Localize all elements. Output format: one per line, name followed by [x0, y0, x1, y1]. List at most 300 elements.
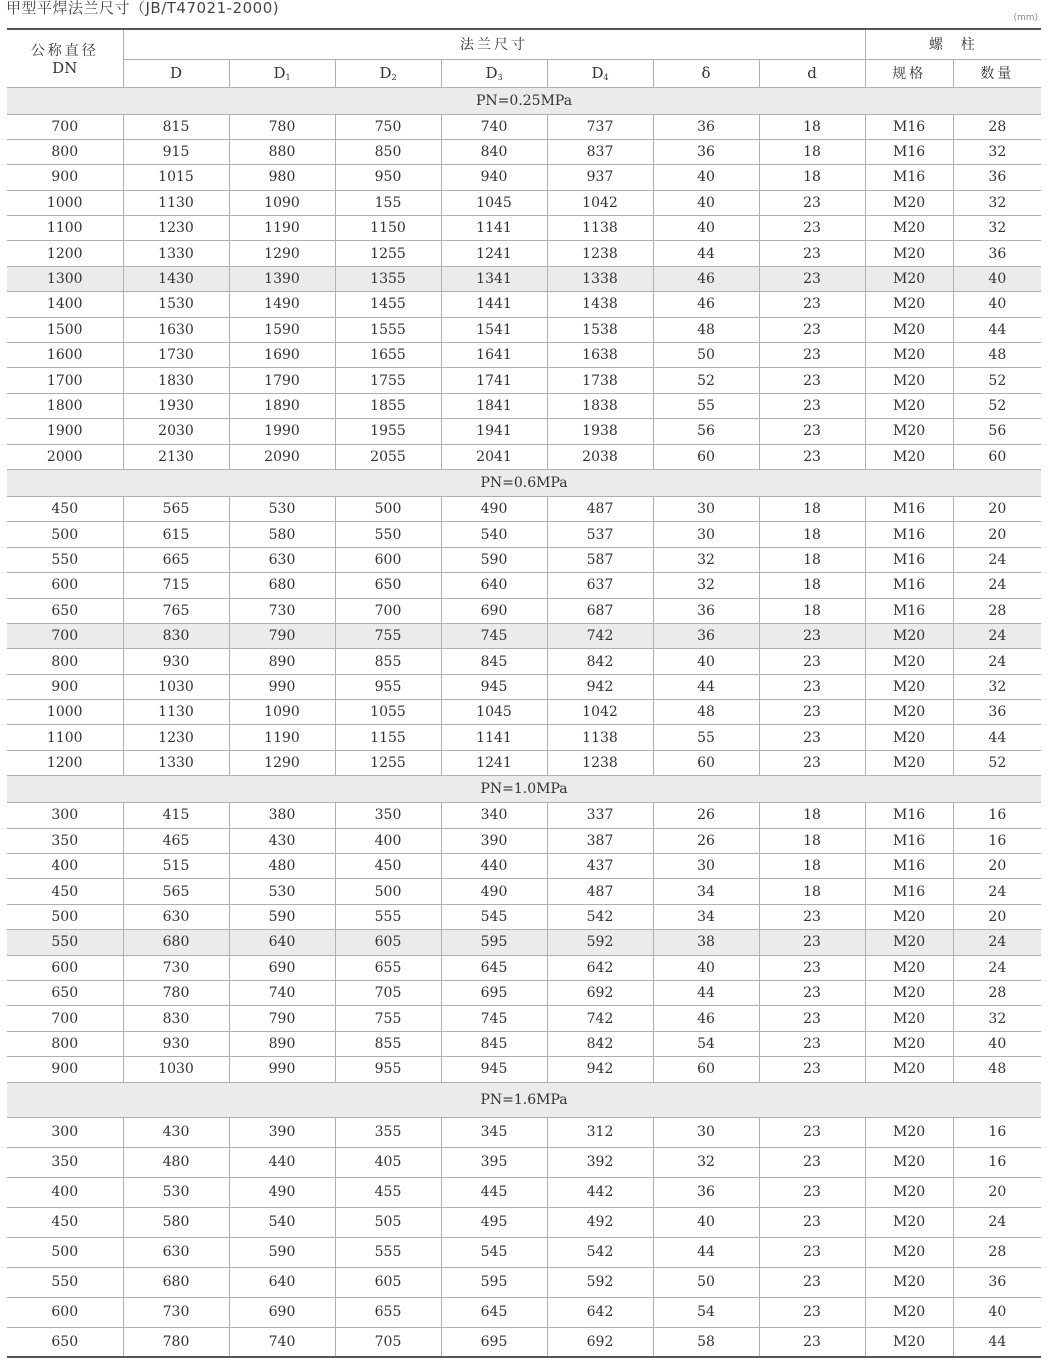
cell-bolt-spec: M20	[865, 266, 953, 291]
cell-bolt-qty: 32	[953, 1006, 1041, 1031]
cell-delta: 34	[653, 904, 759, 929]
cell-d3: 590	[441, 547, 547, 572]
cell-d1: 1090	[229, 700, 335, 725]
cell-d4: 1138	[547, 725, 653, 750]
cell-bolt-spec: M20	[865, 1237, 953, 1267]
cell-delta: 54	[653, 1031, 759, 1056]
cell-d2: 1355	[335, 266, 441, 291]
table-row	[7, 547, 1041, 572]
cell-d4: 542	[547, 904, 653, 929]
cell-dn: 400	[7, 1177, 123, 1207]
table-row	[7, 955, 1041, 980]
cell-bolt-spec: M20	[865, 1297, 953, 1327]
cell-d: 730	[123, 1297, 229, 1327]
cell-d2: 1555	[335, 317, 441, 342]
cell-d1: 540	[229, 1207, 335, 1237]
cell-d-hole: 23	[759, 1267, 865, 1297]
col-header-d-hole: d	[759, 59, 865, 87]
col-header-d: D	[123, 59, 229, 87]
cell-dn: 500	[7, 522, 123, 547]
cell-d-hole: 23	[759, 292, 865, 317]
cell-bolt-spec: M20	[865, 623, 953, 648]
cell-d: 465	[123, 828, 229, 853]
cell-d2: 505	[335, 1207, 441, 1237]
cell-dn: 900	[7, 674, 123, 699]
table-row	[7, 444, 1041, 469]
cell-d3: 1141	[441, 725, 547, 750]
cell-d1: 690	[229, 1297, 335, 1327]
cell-d2: 500	[335, 879, 441, 904]
cell-bolt-qty: 40	[953, 1297, 1041, 1327]
cell-d2: 455	[335, 1177, 441, 1207]
cell-bolt-spec: M20	[865, 1057, 953, 1082]
cell-delta: 44	[653, 981, 759, 1006]
cell-d-hole: 23	[759, 1237, 865, 1267]
table-row	[7, 1327, 1041, 1357]
cell-d1: 440	[229, 1147, 335, 1177]
cell-d-hole: 23	[759, 190, 865, 215]
cell-d4: 642	[547, 1297, 653, 1327]
cell-d4: 1438	[547, 292, 653, 317]
cell-dn: 1000	[7, 700, 123, 725]
cell-dn: 650	[7, 1327, 123, 1357]
table-row	[7, 700, 1041, 725]
cell-delta: 52	[653, 368, 759, 393]
cell-d-hole: 23	[759, 1327, 865, 1357]
cell-d-hole: 18	[759, 854, 865, 879]
cell-d4: 937	[547, 165, 653, 190]
cell-d: 1030	[123, 674, 229, 699]
cell-bolt-spec: M20	[865, 444, 953, 469]
table-row	[7, 496, 1041, 521]
cell-d2: 350	[335, 803, 441, 828]
cell-d2: 750	[335, 114, 441, 139]
table-row	[7, 317, 1041, 342]
cell-d3: 840	[441, 139, 547, 164]
cell-d1: 890	[229, 1031, 335, 1056]
cell-delta: 44	[653, 1237, 759, 1267]
cell-dn: 500	[7, 904, 123, 929]
cell-d: 630	[123, 904, 229, 929]
cell-bolt-spec: M20	[865, 725, 953, 750]
cell-d2: 1855	[335, 393, 441, 418]
cell-d1: 590	[229, 904, 335, 929]
cell-d: 680	[123, 1267, 229, 1297]
cell-bolt-spec: M20	[865, 674, 953, 699]
cell-d2: 600	[335, 547, 441, 572]
cell-bolt-qty: 24	[953, 623, 1041, 648]
cell-d: 815	[123, 114, 229, 139]
cell-dn: 450	[7, 879, 123, 904]
cell-d-hole: 23	[759, 393, 865, 418]
cell-d1: 1990	[229, 419, 335, 444]
cell-bolt-qty: 20	[953, 1177, 1041, 1207]
cell-d4: 442	[547, 1177, 653, 1207]
cell-d2: 155	[335, 190, 441, 215]
cell-dn: 1700	[7, 368, 123, 393]
cell-dn: 1800	[7, 393, 123, 418]
cell-d: 515	[123, 854, 229, 879]
cell-bolt-spec: M16	[865, 598, 953, 623]
cell-d1: 630	[229, 547, 335, 572]
cell-d-hole: 23	[759, 1057, 865, 1082]
cell-d-hole: 23	[759, 241, 865, 266]
pressure-class-label: PN=1.6MPa	[7, 1082, 1041, 1117]
cell-d3: 845	[441, 1031, 547, 1056]
cell-dn: 700	[7, 1006, 123, 1031]
cell-d-hole: 23	[759, 930, 865, 955]
cell-bolt-spec: M20	[865, 1147, 953, 1177]
cell-bolt-qty: 24	[953, 955, 1041, 980]
cell-d2: 1955	[335, 419, 441, 444]
cell-bolt-qty: 32	[953, 674, 1041, 699]
cell-d: 2030	[123, 419, 229, 444]
cell-bolt-spec: M20	[865, 930, 953, 955]
cell-d4: 587	[547, 547, 653, 572]
cell-d2: 705	[335, 981, 441, 1006]
cell-d1: 790	[229, 623, 335, 648]
cell-d-hole: 23	[759, 317, 865, 342]
cell-d: 830	[123, 1006, 229, 1031]
cell-d4: 1338	[547, 266, 653, 291]
cell-bolt-spec: M20	[865, 649, 953, 674]
cell-dn: 300	[7, 803, 123, 828]
cell-d-hole: 23	[759, 725, 865, 750]
cell-d1: 640	[229, 930, 335, 955]
cell-d1: 530	[229, 496, 335, 521]
cell-delta: 46	[653, 1006, 759, 1031]
table-row	[7, 904, 1041, 929]
cell-d: 430	[123, 1117, 229, 1147]
cell-d: 480	[123, 1147, 229, 1177]
cell-d1: 1190	[229, 216, 335, 241]
cell-delta: 54	[653, 1297, 759, 1327]
cell-delta: 50	[653, 343, 759, 368]
cell-d3: 1641	[441, 343, 547, 368]
cell-d3: 645	[441, 1297, 547, 1327]
cell-bolt-spec: M20	[865, 241, 953, 266]
cell-d2: 1655	[335, 343, 441, 368]
cell-d-hole: 18	[759, 139, 865, 164]
table-row	[7, 1147, 1041, 1177]
cell-d-hole: 18	[759, 573, 865, 598]
cell-delta: 40	[653, 190, 759, 215]
cell-bolt-qty: 28	[953, 1237, 1041, 1267]
cell-d3: 540	[441, 522, 547, 547]
cell-d: 915	[123, 139, 229, 164]
cell-d3: 545	[441, 1237, 547, 1267]
cell-delta: 46	[653, 266, 759, 291]
cell-dn: 1000	[7, 190, 123, 215]
cell-d-hole: 23	[759, 750, 865, 775]
cell-bolt-qty: 32	[953, 139, 1041, 164]
cell-dn: 550	[7, 930, 123, 955]
cell-dn: 1300	[7, 266, 123, 291]
cell-bolt-spec: M16	[865, 828, 953, 853]
cell-d2: 405	[335, 1147, 441, 1177]
cell-d3: 490	[441, 879, 547, 904]
table-row	[7, 1297, 1041, 1327]
cell-delta: 36	[653, 139, 759, 164]
cell-d2: 700	[335, 598, 441, 623]
table-row	[7, 674, 1041, 699]
cell-bolt-qty: 40	[953, 292, 1041, 317]
cell-d3: 845	[441, 649, 547, 674]
cell-d: 1930	[123, 393, 229, 418]
cell-bolt-spec: M20	[865, 190, 953, 215]
cell-d1: 1690	[229, 343, 335, 368]
cell-d-hole: 23	[759, 904, 865, 929]
cell-delta: 58	[653, 1327, 759, 1357]
table-row	[7, 216, 1041, 241]
table-row	[7, 1117, 1041, 1147]
cell-delta: 48	[653, 700, 759, 725]
table-row	[7, 1031, 1041, 1056]
col-header-bolt-spec: 规格	[865, 59, 953, 87]
table-row	[7, 292, 1041, 317]
cell-d2: 655	[335, 1297, 441, 1327]
cell-delta: 55	[653, 725, 759, 750]
cell-d4: 692	[547, 1327, 653, 1357]
cell-d-hole: 18	[759, 496, 865, 521]
cell-d1: 980	[229, 165, 335, 190]
table-row	[7, 343, 1041, 368]
table-row	[7, 522, 1041, 547]
cell-bolt-spec: M20	[865, 955, 953, 980]
cell-d-hole: 18	[759, 803, 865, 828]
cell-dn: 550	[7, 547, 123, 572]
cell-bolt-qty: 36	[953, 700, 1041, 725]
table-row	[7, 1057, 1041, 1082]
cell-bolt-qty: 28	[953, 981, 1041, 1006]
cell-delta: 48	[653, 317, 759, 342]
section-header-row	[7, 776, 1041, 803]
cell-bolt-spec: M16	[865, 139, 953, 164]
cell-bolt-spec: M20	[865, 216, 953, 241]
cell-d2: 555	[335, 1237, 441, 1267]
cell-bolt-spec: M20	[865, 317, 953, 342]
cell-bolt-qty: 20	[953, 496, 1041, 521]
unit-label: (mm)	[1013, 13, 1038, 23]
cell-d2: 705	[335, 1327, 441, 1357]
cell-d3: 1441	[441, 292, 547, 317]
cell-d-hole: 23	[759, 444, 865, 469]
cell-bolt-spec: M20	[865, 1267, 953, 1297]
cell-d-hole: 23	[759, 1297, 865, 1327]
cell-dn: 800	[7, 1031, 123, 1056]
cell-dn: 800	[7, 649, 123, 674]
cell-d1: 1190	[229, 725, 335, 750]
table-row	[7, 930, 1041, 955]
cell-bolt-spec: M20	[865, 1177, 953, 1207]
cell-d1: 1790	[229, 368, 335, 393]
cell-bolt-spec: M16	[865, 522, 953, 547]
cell-d2: 1755	[335, 368, 441, 393]
cell-d-hole: 18	[759, 522, 865, 547]
cell-d4: 312	[547, 1117, 653, 1147]
cell-d: 1630	[123, 317, 229, 342]
table-row	[7, 750, 1041, 775]
cell-d2: 500	[335, 496, 441, 521]
cell-d2: 450	[335, 854, 441, 879]
cell-bolt-spec: M20	[865, 393, 953, 418]
cell-delta: 40	[653, 165, 759, 190]
cell-dn: 900	[7, 1057, 123, 1082]
cell-d-hole: 23	[759, 981, 865, 1006]
dn-code: DN	[52, 59, 78, 78]
cell-d2: 855	[335, 1031, 441, 1056]
cell-d1: 990	[229, 674, 335, 699]
cell-d4: 742	[547, 1006, 653, 1031]
cell-dn: 900	[7, 165, 123, 190]
table-row	[7, 649, 1041, 674]
cell-d2: 2055	[335, 444, 441, 469]
cell-d: 615	[123, 522, 229, 547]
page-title: 甲型平焊法兰尺寸（JB/T47021-2000)	[6, 0, 280, 17]
cell-delta: 50	[653, 1267, 759, 1297]
table-row	[7, 879, 1041, 904]
table-row	[7, 165, 1041, 190]
cell-d3: 740	[441, 114, 547, 139]
cell-d1: 1890	[229, 393, 335, 418]
cell-dn: 550	[7, 1267, 123, 1297]
cell-d4: 1638	[547, 343, 653, 368]
cell-bolt-spec: M20	[865, 904, 953, 929]
cell-d1: 990	[229, 1057, 335, 1082]
cell-d2: 1455	[335, 292, 441, 317]
cell-delta: 32	[653, 1147, 759, 1177]
cell-d: 780	[123, 1327, 229, 1357]
cell-d-hole: 18	[759, 165, 865, 190]
cell-d: 1330	[123, 750, 229, 775]
cell-delta: 44	[653, 674, 759, 699]
cell-dn: 1400	[7, 292, 123, 317]
cell-d4: 687	[547, 598, 653, 623]
cell-d1: 1290	[229, 241, 335, 266]
table-row	[7, 266, 1041, 291]
cell-d: 415	[123, 803, 229, 828]
cell-d: 1130	[123, 190, 229, 215]
cell-delta: 30	[653, 496, 759, 521]
cell-d2: 655	[335, 955, 441, 980]
cell-d4: 837	[547, 139, 653, 164]
cell-d: 715	[123, 573, 229, 598]
pressure-class-label: PN=0.6MPa	[7, 469, 1041, 496]
flange-dimension-table	[7, 28, 1041, 1358]
cell-bolt-qty: 36	[953, 165, 1041, 190]
cell-d3: 695	[441, 981, 547, 1006]
cell-delta: 40	[653, 216, 759, 241]
cell-dn: 800	[7, 139, 123, 164]
cell-bolt-qty: 32	[953, 216, 1041, 241]
cell-d-hole: 18	[759, 547, 865, 572]
cell-d2: 555	[335, 904, 441, 929]
cell-d4: 942	[547, 674, 653, 699]
cell-bolt-qty: 48	[953, 343, 1041, 368]
cell-delta: 30	[653, 1117, 759, 1147]
cell-d1: 640	[229, 1267, 335, 1297]
cell-d-hole: 23	[759, 368, 865, 393]
cell-d3: 1541	[441, 317, 547, 342]
cell-dn: 2000	[7, 444, 123, 469]
cell-delta: 55	[653, 393, 759, 418]
cell-d1: 790	[229, 1006, 335, 1031]
col-header-d3: $D_3$	[441, 59, 547, 87]
pressure-class-label: PN=0.25MPa	[7, 87, 1041, 114]
cell-d4: 637	[547, 573, 653, 598]
cell-d2: 755	[335, 1006, 441, 1031]
cell-d1: 1090	[229, 190, 335, 215]
cell-bolt-qty: 24	[953, 573, 1041, 598]
cell-d: 830	[123, 623, 229, 648]
cell-d1: 680	[229, 573, 335, 598]
cell-bolt-qty: 16	[953, 1147, 1041, 1177]
cell-d4: 692	[547, 981, 653, 1006]
cell-d3: 1045	[441, 700, 547, 725]
cell-bolt-qty: 20	[953, 522, 1041, 547]
cell-bolt-qty: 48	[953, 1057, 1041, 1082]
cell-delta: 38	[653, 930, 759, 955]
cell-d4: 842	[547, 649, 653, 674]
cell-d-hole: 23	[759, 649, 865, 674]
cell-d4: 1042	[547, 700, 653, 725]
cell-d4: 1238	[547, 241, 653, 266]
cell-d3: 945	[441, 1057, 547, 1082]
cell-d-hole: 23	[759, 700, 865, 725]
cell-d: 1130	[123, 700, 229, 725]
cell-bolt-spec: M20	[865, 1031, 953, 1056]
cell-bolt-qty: 24	[953, 649, 1041, 674]
cell-d3: 2041	[441, 444, 547, 469]
cell-d-hole: 23	[759, 1117, 865, 1147]
cell-d3: 945	[441, 674, 547, 699]
cell-d2: 1255	[335, 241, 441, 266]
cell-bolt-spec: M16	[865, 879, 953, 904]
cell-bolt-qty: 40	[953, 1031, 1041, 1056]
cell-dn: 600	[7, 1297, 123, 1327]
cell-d: 1430	[123, 266, 229, 291]
cell-delta: 44	[653, 241, 759, 266]
cell-d3: 595	[441, 1267, 547, 1297]
cell-d3: 1241	[441, 750, 547, 775]
cell-d: 530	[123, 1177, 229, 1207]
cell-d1: 740	[229, 981, 335, 1006]
cell-d: 930	[123, 649, 229, 674]
cell-d: 765	[123, 598, 229, 623]
cell-d-hole: 23	[759, 1177, 865, 1207]
table-row	[7, 573, 1041, 598]
cell-delta: 36	[653, 114, 759, 139]
cell-bolt-qty: 32	[953, 190, 1041, 215]
cell-bolt-qty: 24	[953, 547, 1041, 572]
cell-delta: 60	[653, 444, 759, 469]
cell-d4: 337	[547, 803, 653, 828]
cell-bolt-qty: 16	[953, 828, 1041, 853]
table-row	[7, 725, 1041, 750]
cell-d2: 605	[335, 930, 441, 955]
cell-d1: 730	[229, 598, 335, 623]
cell-delta: 40	[653, 649, 759, 674]
cell-d4: 1138	[547, 216, 653, 241]
cell-bolt-qty: 44	[953, 725, 1041, 750]
cell-d-hole: 18	[759, 828, 865, 853]
cell-d: 665	[123, 547, 229, 572]
cell-d2: 355	[335, 1117, 441, 1147]
cell-bolt-qty: 52	[953, 750, 1041, 775]
cell-d3: 1941	[441, 419, 547, 444]
cell-delta: 32	[653, 573, 759, 598]
cell-bolt-qty: 44	[953, 317, 1041, 342]
